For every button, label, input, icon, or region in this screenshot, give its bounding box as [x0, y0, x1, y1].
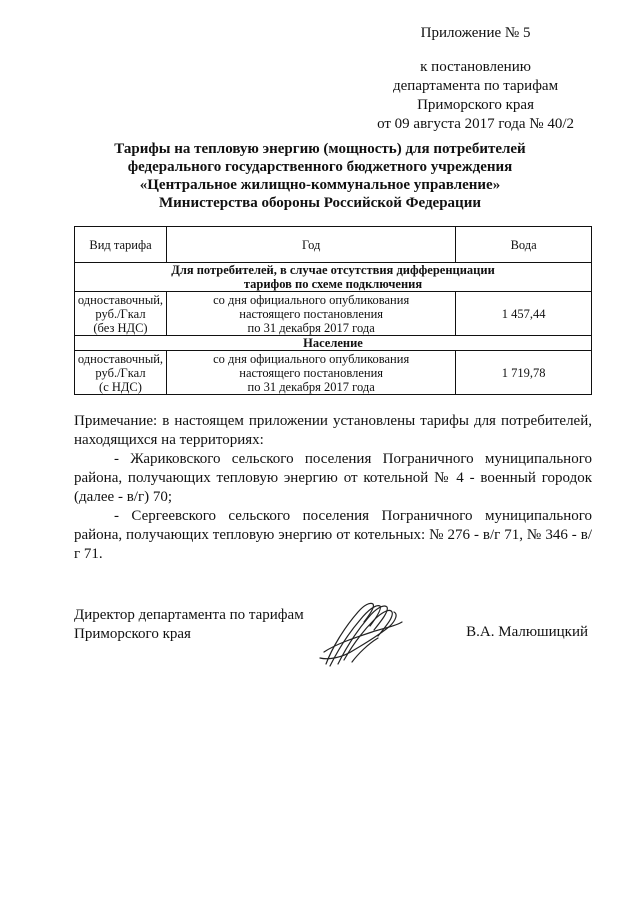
table-row — [75, 292, 592, 336]
position-line1: Директор департамента по тарифам — [74, 607, 304, 623]
title-line1: Тарифы на тепловую энергию (мощность) для потребителей — [114, 141, 526, 157]
group-consumers: Для потребителей, в случае отсутствия дифференциации тарифов по схеме подключения — [75, 263, 592, 292]
handwritten-signature — [318, 598, 406, 670]
title-line2: федерального государственного бюджетного учреждения — [127, 159, 513, 175]
note-item2: - Сергеевского сельского поселения Пограничного муниципального района, получающих тепловую энергию от котельных: № 276 - в/г 71, № 346 - в/г 71. — [74, 508, 592, 562]
table-group-row — [75, 336, 592, 351]
header-year: Год — [166, 227, 455, 263]
row1-value: 1 457,44 — [456, 292, 592, 336]
row1-type: одноставочный, руб./Гкал (без НДС) — [75, 292, 167, 336]
row2-value: 1 719,78 — [456, 351, 592, 395]
table-header-row — [75, 227, 592, 263]
tariff-table — [74, 226, 592, 395]
group-population: Население — [75, 336, 592, 351]
note-section — [74, 412, 592, 564]
header-water: Вода — [456, 227, 592, 263]
appendix-header — [377, 24, 574, 134]
header-tariff-type: Вид тарифа — [75, 227, 167, 263]
appendix-line1: к постановлению — [420, 59, 531, 75]
note-intro: Примечание: в настоящем приложении установлены тарифы для потребителей, находящихся на территориях: — [74, 413, 592, 448]
signatory-position — [74, 606, 304, 644]
title-line3: «Центральное жилищно-коммунальное управление» — [139, 177, 501, 193]
table-group-row — [75, 263, 592, 292]
row1-period: со дня официального опубликования настоящего постановления по 31 декабря 2017 года — [166, 292, 455, 336]
document-title — [60, 140, 580, 212]
signatory-name: В.А. Малюшицкий — [466, 624, 588, 640]
position-line2: Приморского края — [74, 626, 191, 642]
appendix-line2: департамента по тарифам — [393, 78, 559, 94]
title-line4: Министерства обороны Российской Федерации — [159, 195, 481, 211]
appendix-line3: Приморского края — [417, 97, 534, 113]
appendix-line4: от 09 августа 2017 года № 40/2 — [377, 116, 574, 132]
row2-period: со дня официального опубликования настоящего постановления по 31 декабря 2017 года — [166, 351, 455, 395]
appendix-number: Приложение № 5 — [420, 25, 531, 41]
note-item1: - Жариковского сельского поселения Пограничного муниципального района, получающих тепловую энергию от котельной № 4 - военный городок (далее - в/г) 70; — [74, 451, 592, 505]
row2-type: одноставочный, руб./Гкал (с НДС) — [75, 351, 167, 395]
table-row — [75, 351, 592, 395]
